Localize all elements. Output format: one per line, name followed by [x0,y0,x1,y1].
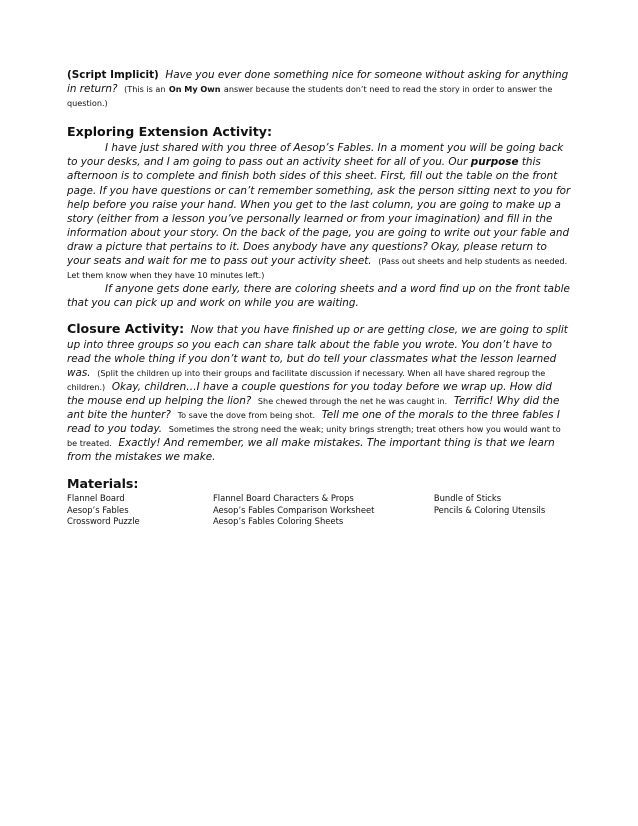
script-question: Have you ever done something nice for someone without asking for anything in return? [67,69,569,96]
extension-text-a: I have just shared with you three of Aesop’s Fables. In a moment you will be going back to your desks, and I am going to pass out an activity sheet for all of you. Our [67,142,564,169]
extension-heading: Exploring Extension Activity: [67,124,273,140]
extension-paragraph-1 [67,141,572,282]
script-note-bold: On My Own [168,84,221,95]
closure-note-4: Sometimes the strong need the weak; unity brings strength; treat others how you would want to be treated. [67,424,561,449]
materials-item [434,516,572,528]
materials-row [67,505,572,517]
materials-item: Aesop’s Fables Coloring Sheets [212,516,344,527]
closure-paragraph [67,322,572,464]
closure-note-3: To save the dove from being shot. [177,409,316,420]
materials-row [67,516,572,528]
materials-item: Bundle of Sticks [433,493,502,504]
materials-heading: Materials: [67,476,139,492]
materials-item: Aesop’s Fables [67,504,129,515]
closure-text-1: Now that you have finished up or are getting close, we are going to split up into three groups so you each can share talk about the fable you wrote. You don’t have to read the whole thing if you don’t want to, but do tell your classmates what the lesson learned was. [67,324,568,379]
closure-heading: Closure Activity: [67,321,185,337]
extension-text-b: this afternoon is to complete and finish both sides of this sheet. First, fill out the table on the front page. If you have questions or can’t remember something, ask the person sitting next to you for help before you raise your hand. When you get to the last column, you are going to make up a story (either from a lesson you’ve personally learned or from your imagination) and fill in the information about your story. On the back of the page, you are going to write out your fable and draw a picture that pertains to it. Does anybody have any questions? Okay, please return to your seats and wait for me to pass out your activity sheet. [67,156,571,268]
closure-note-1: (Split the children up into their groups and facilitate discussion if necessary. When all have shared regroup the children.) [67,367,546,392]
extension-text-2: If anyone gets done early, there are coloring sheets and a word find up on the front table that you can pick up and work on while you are waiting. [67,283,570,310]
script-note-b: answer because the students don’t need to read the story in order to answer the question.) [67,84,553,109]
closure-text-3: Terrific! Why did the ant bite the hunter? [67,394,560,421]
materials-row [67,493,572,505]
closure-note-2: She chewed through the net he was caught in. [257,395,448,406]
extension-purpose: purpose [470,156,519,169]
script-label: (Script Implicit) [67,69,159,81]
script-note-a: (This is an [124,84,166,95]
materials-item: Flannel Board [67,493,125,504]
lesson-plan-page [67,68,572,528]
materials-item: Aesop’s Fables Comparison Worksheet [212,504,375,515]
closure-text-4: Tell me one of the morals to the three fables I read to you today. [67,408,560,436]
extension-paragraph-2 [67,282,572,310]
script-paragraph [67,68,572,110]
materials-table [67,493,572,528]
materials-item: Pencils & Coloring Utensils [433,504,546,515]
closure-text-2: Okay, children…I have a couple questions for you today before we wrap up. How did the mouse end up helping the lion? [67,380,552,407]
closure-text-5: Exactly! And remember, we all make mistakes. The important thing is that we learn from the mistakes we make. [67,437,555,464]
materials-item: Flannel Board Characters & Props [212,493,354,504]
extension-note: (Pass out sheets and help students as needed. Let them know when they have 10 minutes left.) [67,256,568,281]
materials-item: Crossword Puzzle [67,516,140,527]
